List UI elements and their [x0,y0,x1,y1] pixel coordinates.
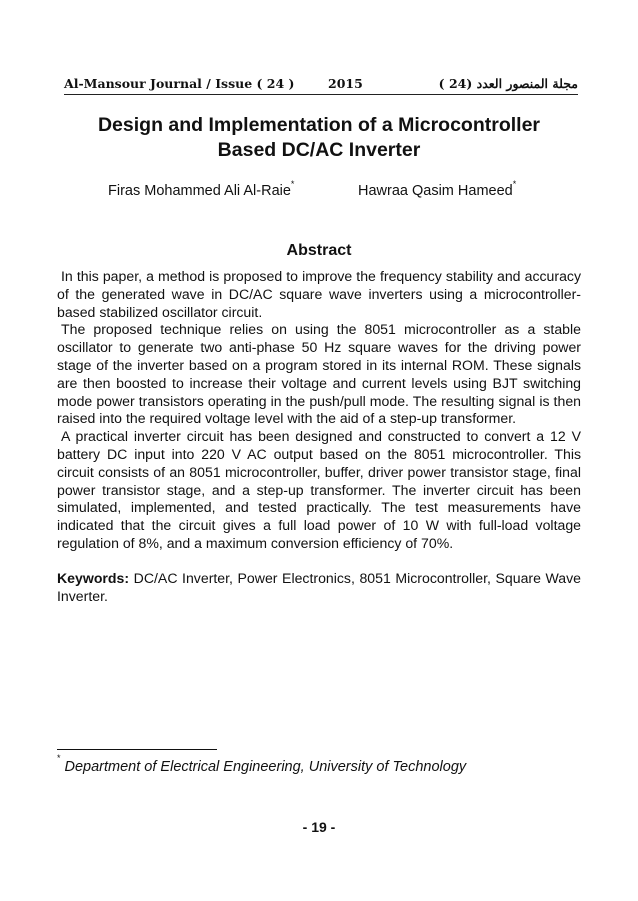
keywords-label: Keywords: [57,569,130,586]
journal-issue-label: Al-Mansour Journal / Issue ( 24 ) [64,76,295,91]
footnote [57,753,467,775]
author-2 [358,181,516,199]
author-2-name: Hawraa Qasim Hameed [358,182,513,199]
author-2-footnote-mark: * [512,179,517,189]
footnote-mark: * [57,753,61,763]
paper-title [40,113,598,163]
author-1-name: Firas Mohammed Ali Al-Raie [108,182,291,199]
abstract-paragraph-1: In this paper, a method is proposed to improve the frequency stability and accuracy of the generated wave in DC/AC square wave inverters using a microcontroller-based stabilized oscillator circuit. [57,268,581,320]
page-number: - 19 - [302,819,336,835]
abstract-paragraph-2: The proposed technique relies on using the 8051 microcontroller as a stable oscillator to generate two anti-phase 50 Hz square waves for the driving power stage of the inverter based on a program stored in its internal ROM. These signals are then boosted to increase their voltage and current levels using BJT switching mode power transistors operating in the push/pull mode. The resulting signal is then raised into the required voltage level with the aid of a step-up transformer. [57,321,581,427]
footnote-text: Department of Electrical Engineering, University of Technology [64,758,467,775]
footnote-rule [57,749,217,750]
abstract-body [57,268,581,605]
keywords-text: DC/AC Inverter, Power Electronics, 8051 Microcontroller, Square Wave Inverter. [57,569,582,604]
title-line-2: Based DC/AC Inverter [217,139,421,161]
running-header [64,74,578,95]
abstract-paragraph-3: A practical inverter circuit has been designed and constructed to convert a 12 V battery DC input into 220 V AC output based on the 8051 microcontroller. This circuit consists of an 8051 microcontroller, buffer, driver power transistor stage, final power transistor stage, and a step-up transformer. The inverter circuit has been simulated, implemented, and tested practically. The test measurements have indicated that the circuit gives a full load power of 10 W with full-load voltage regulation of 8%, and a maximum conversion efficiency of 70%. [57,428,581,551]
year-label: 2015 [328,76,363,91]
abstract-heading: Abstract [286,242,352,259]
author-1 [108,181,294,199]
title-line-1: Design and Implementation of a Microcontroller [97,114,541,136]
arabic-journal-label: مجلة المنصور العدد (24 ) [438,76,578,91]
keywords [57,570,581,606]
author-1-footnote-mark: * [290,179,295,189]
